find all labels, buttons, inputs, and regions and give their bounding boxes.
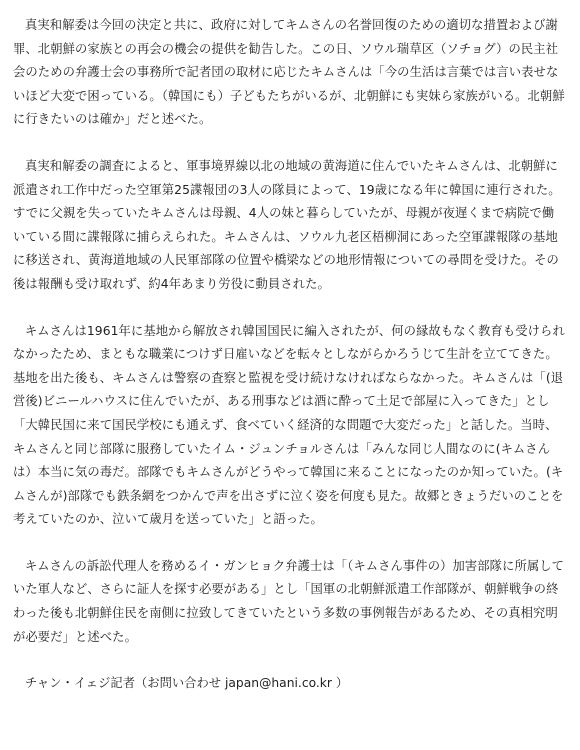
article-byline: チャン・イェジ記者（お問い合わせ japan@hani.co.kr ）: [25, 676, 349, 691]
article-paragraph: 真実和解委の調査によると、軍事境界線以北の地域の黄海道に住んでいたキムさんは、北朝鮮に派遣され工作中だった空軍第25諜報団の3人の隊員によって、19歳になる年に韓国に連行された。すでに父親を失っていたキムさんは母親、4人の妹と暮らしていたが、母親が夜遅くまで病院で働いている間に諜報隊に捕らえられた。キムさんは、ソウル九老区梧柳洞にあった空軍諜報隊の基地に移送され、黄海道地域の人民軍部隊の位置や橋梁などの地形情報についての尋問を受けた。その後は報酬も受け取れず、約4年あまり労役に動員された。: [13, 158, 561, 291]
article-paragraph: 真実和解委は今回の決定と共に、政府に対してキムさんの名誉回復のための適切な措置および謝罪、北朝鮮の家族との再会の機会の提供を勧告した。この日、ソウル瑞草区（ソチョグ）の民主社会のための弁護士会の事務所で記者団の取材に応じたキムさんは「今の生活は言葉では言い表せないほど大変で困っている。（韓国にも）子どもたちがいるが、北朝鮮にも実妹ら家族がいる。北朝鮮に行きたいのは確か」だと述べた。: [13, 18, 565, 127]
article-body: [13, 14, 565, 696]
article-paragraph: キムさんは1961年に基地から解放され韓国国民に編入されたが、何の縁故もなく教育も受けられなかったため、まともな職業につけず日雇いなどを転々としながらかろうじて生計を立ててきた。基地を出た後も、キムさんは警察の査察と監視を受け続けなければならなかった。キムさんは「(退営後)ビニールハウスに住んでいたが、ある刑事などは酒に酔って土足で部屋に入ってきた」とし「大韓民国に来て国民学校にも通えず、食べていく経済的な問題で大変だった」と話した。当時、キムさんと同じ部隊に服務していたイム・ジュンチョルさんは「みんな同じ人間なのに(キムさん は）本当に気の毒だ。部隊でもキムさんがどうやって韓国に来ることになったのか知っていた。(キムさんが)部隊でも鉄条網をつかんで声を出さずに泣く姿を何度も見た。故郷ときょうだいのことを考えていたのか、泣いて歳月を送っていた」と語った。: [13, 323, 565, 527]
article-paragraph: キムさんの訴訟代理人を務めるイ・ガンヒョク弁護士は「（キムさん事件の）加害部隊に所属していた軍人など、さらに証人を探す必要がある」とし「国軍の北朝鮮派遣工作部隊が、朝鮮戦争の終わった後も北朝鮮住民を南側に拉致してきていたという多数の事例報告があるため、その真相究明が必要だ」と述べた。: [13, 558, 565, 644]
